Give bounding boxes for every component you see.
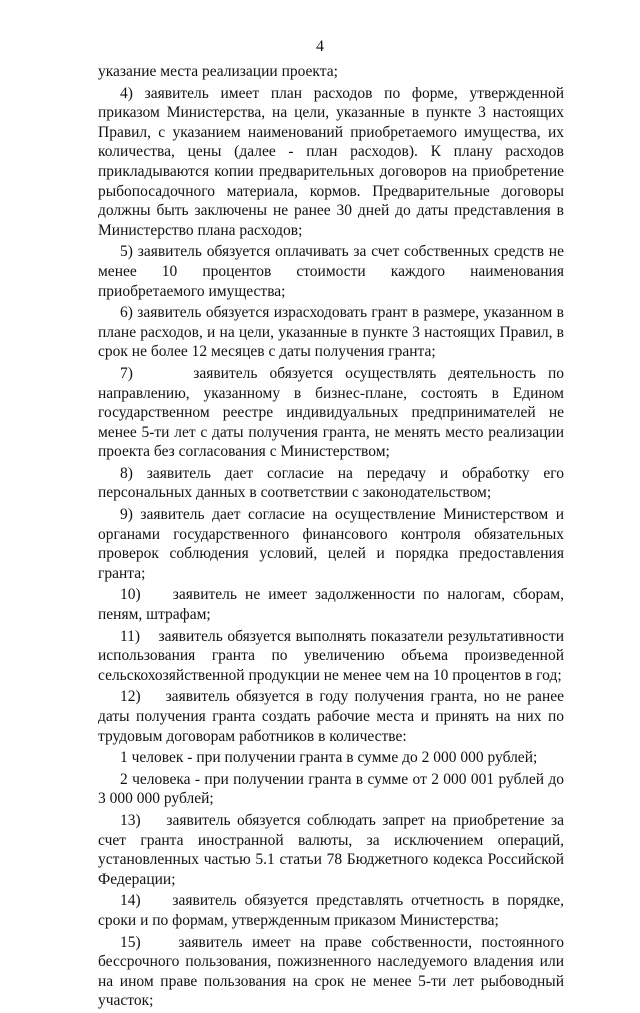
paragraph-item-11: 11) заявитель обязуется выполнять показатели результативности использования гранта по увеличению объема произведенной сельскохозяйственной продукции не менее чем на 10 процентов в год; bbox=[98, 627, 564, 684]
paragraph-item-13: 13) заявитель обязуется соблюдать запрет на приобретение за счет гранта иностранной валюты, за исключением операций, установленных частью 5.1 статьи 78 Бюджетного кодекса Российской Федерации; bbox=[98, 811, 564, 888]
paragraph-item-15: 15) заявитель имеет на праве собственности, постоянного бессрочного пользования, пожизненного наследуемого владения или на ином праве пользования на срок не менее 5-ти лет рыбоводный участок; bbox=[98, 933, 564, 1010]
paragraph-item-12: 12) заявитель обязуется в году получения гранта, но не ранее даты получения гранта создать рабочие места и принять на них по трудовым договорам работников в количестве: bbox=[98, 688, 564, 745]
paragraph-item-7: 7) заявитель обязуется осуществлять деятельность по направлению, указанному в бизнес-плане, состоять в Едином государственном реестре индивидуальных предпринимателей не менее 5-ти лет с даты получения гранта, не менять место реализации проекта без согласования с Министерством; bbox=[98, 364, 564, 461]
paragraph-item-6: 6) заявитель обязуется израсходовать грант в размере, указанном в плане расходов, и на цели, указанные в пункте 3 настоящих Правил, в срок не более 12 месяцев с даты получения гранта; bbox=[98, 304, 564, 361]
paragraph-item-5: 5) заявитель обязуется оплачивать за счет собственных средств не менее 10 процентов стоимости каждого наименования приобретаемого имущества; bbox=[98, 243, 564, 300]
paragraph-item-14: 14) заявитель обязуется представлять отчетность в порядке, сроки и по формам, утвержденным приказом Министерства; bbox=[98, 892, 564, 929]
paragraph-item-10: 10) заявитель не имеет задолженности по налогам, сборам, пеням, штрафам; bbox=[98, 586, 564, 624]
paragraph-project-location: указание места реализации проекта; bbox=[98, 63, 338, 80]
paragraph-item-12-sub-2: 2 человека - при получении гранта в сумме от 2 000 001 рублей до 3 000 000 рублей; bbox=[98, 770, 564, 808]
paragraph-item-12-sub-1: 1 человек - при получении гранта в сумме до 2 000 000 рублей; bbox=[120, 749, 538, 767]
paragraph-item-8: 8) заявитель дает согласие на передачу и обработку его персональных данных в соответствии с законодательством; bbox=[98, 464, 564, 502]
page-number: 4 bbox=[316, 38, 324, 55]
paragraph-item-9: 9) заявитель дает согласие на осуществление Министерством и органами государственного финансового контроля обязательных проверок соблюдения условий, целей и порядка предоставления гранта; bbox=[98, 506, 564, 582]
document-body bbox=[98, 62, 564, 1013]
paragraph-item-4: 4) заявитель имеет план расходов по форме, утвержденной приказом Министерства, на цели, указанные в пункте 3 настоящих Правил, с указанием наименований приобретаемого имущества, их количества, цены (далее - план расходов). К плану расходов прикладываются копии предварительных договоров на приобретение рыбопосадочного материала, кормов. Предварительные договоры должны быть заключены не ранее 30 дней до даты представления в Министерство плана расходов; bbox=[98, 84, 564, 239]
